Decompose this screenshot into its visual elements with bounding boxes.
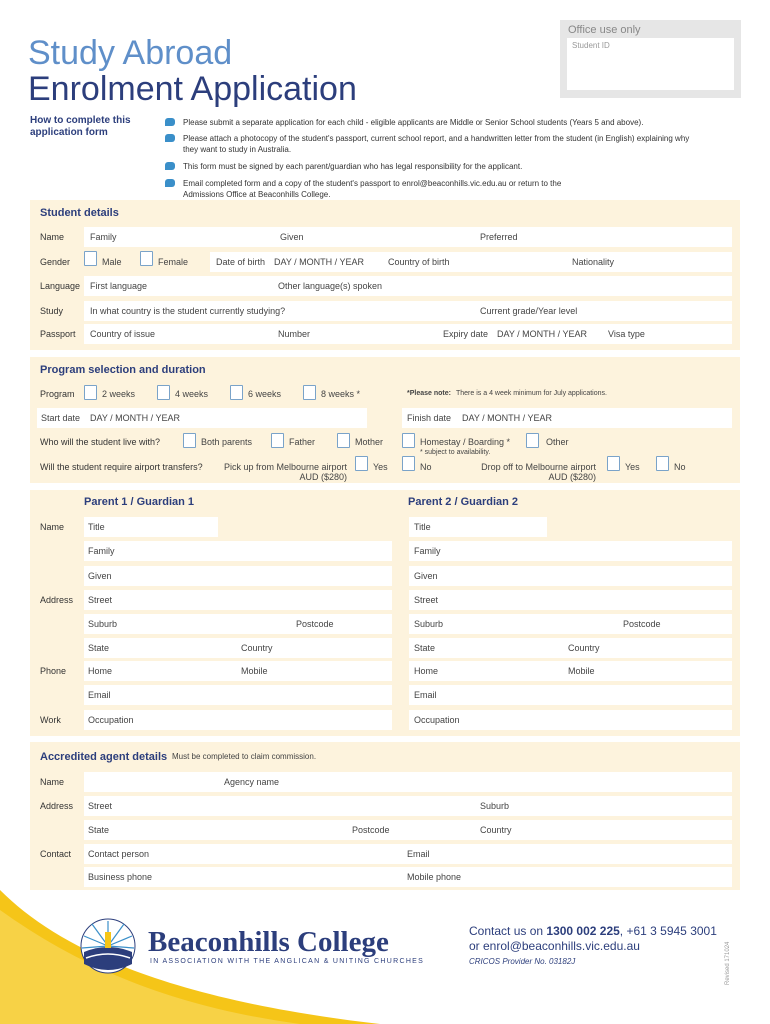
agent-name-label: Name — [40, 777, 65, 787]
p1-email-label: Email — [88, 690, 111, 700]
study-label: Study — [40, 306, 64, 316]
father-checkbox[interactable] — [271, 433, 284, 448]
contact-line — [469, 924, 717, 938]
contact-email[interactable]: or enrol@beaconhills.vic.edu.au — [469, 939, 640, 953]
family-field[interactable]: Family — [90, 232, 117, 242]
parent-phone-label: Phone — [40, 666, 67, 676]
bullet-icon — [165, 134, 175, 142]
business-phone-field[interactable]: Business phone — [88, 872, 153, 882]
start-date-field[interactable]: DAY / MONTH / YEAR — [90, 413, 181, 423]
agent-title: Accredited agent details — [40, 751, 168, 763]
2-weeks-checkbox[interactable] — [84, 385, 97, 400]
p1-title-label: Title — [88, 522, 105, 532]
bullet-icon — [165, 118, 175, 126]
dropoff-yes-label: Yes — [625, 462, 640, 472]
homestay-checkbox[interactable] — [402, 433, 415, 448]
student-id-label: Student ID — [572, 41, 610, 50]
pickup-no-label: No — [420, 462, 432, 472]
other-checkbox[interactable] — [526, 433, 539, 448]
p1-state-label: State — [88, 643, 110, 653]
p1-mobile-label: Mobile — [241, 666, 268, 676]
bullet-icon — [165, 179, 175, 187]
pickup-label: Pick up from Melbourne airport AUD ($280) — [223, 462, 347, 482]
agent-address-label: Address — [40, 801, 74, 811]
contact-person-field[interactable]: Contact person — [88, 849, 150, 859]
parent1-title: Parent 1 / Guardian 1 — [84, 496, 195, 508]
4-weeks-label: 4 weeks — [175, 389, 209, 399]
8-weeks-checkbox[interactable] — [303, 385, 316, 400]
p1-suburb-field[interactable] — [84, 614, 392, 634]
nationality-field[interactable]: Nationality — [572, 257, 615, 267]
howto-item-4: Email completed form and a copy of the student's passport to enrol@beaconhills.vic.edu.au or return to the Admissions Office at Beaconhills College. — [183, 179, 562, 199]
expiry-field[interactable]: DAY / MONTH / YEAR — [497, 329, 588, 339]
program-title: Program selection and duration — [40, 364, 206, 376]
other-language-field[interactable]: Other language(s) spoken — [278, 281, 383, 291]
country-of-birth-field[interactable]: Country of birth — [388, 257, 450, 267]
agent-country-field[interactable]: Country — [480, 825, 512, 835]
note-bold: *Please note: — [407, 390, 451, 397]
mobile-phone-field[interactable]: Mobile phone — [407, 872, 462, 882]
college-tagline: IN ASSOCIATION WITH THE ANGLICAN & UNITING CHURCHES — [150, 958, 425, 965]
parent2-title: Parent 2 / Guardian 2 — [408, 496, 519, 508]
both-parents-label: Both parents — [201, 437, 253, 447]
student-name-row[interactable] — [84, 227, 732, 247]
agent-state-row[interactable] — [84, 820, 732, 840]
parent-work-label: Work — [40, 715, 61, 725]
study-country-field[interactable]: In what country is the student currently studying? — [90, 306, 286, 316]
dropoff-no-checkbox[interactable] — [656, 456, 669, 471]
country-of-issue-field[interactable]: Country of issue — [90, 329, 156, 339]
pickup-no-checkbox[interactable] — [402, 456, 415, 471]
mother-label: Mother — [355, 437, 384, 447]
agent-suburb-field[interactable]: Suburb — [480, 801, 510, 811]
dropoff-yes-checkbox[interactable] — [607, 456, 620, 471]
pickup-yes-label: Yes — [373, 462, 388, 472]
p2-occupation-label: Occupation — [414, 715, 460, 725]
college-logo-icon — [80, 918, 136, 974]
college-name: Beaconhills College — [148, 926, 389, 958]
agent-name-row[interactable] — [84, 772, 732, 792]
8-weeks-label: 8 weeks * — [321, 389, 361, 399]
page-title-line1: Study Abroad — [28, 34, 233, 72]
male-label: Male — [102, 257, 122, 267]
howto-item-2: Please attach a photocopy of the student's passport, current school report, and a handwritten letter from the student (in English) explaining why they want to study in Australia. — [183, 134, 690, 154]
p1-postcode-label: Postcode — [296, 619, 334, 629]
p1-country-label: Country — [241, 643, 273, 653]
passport-number-field[interactable]: Number — [278, 329, 311, 339]
p1-home-label: Home — [88, 666, 113, 676]
p2-email-label: Email — [414, 690, 437, 700]
dob-label: Date of birth — [216, 257, 266, 267]
p2-postcode-label: Postcode — [623, 619, 661, 629]
dropoff-label: Drop off to Melbourne airport AUD ($280) — [481, 462, 596, 482]
visa-type-field[interactable]: Visa type — [608, 329, 645, 339]
female-label: Female — [158, 257, 189, 267]
start-date-row[interactable] — [37, 408, 367, 428]
finish-date-field[interactable]: DAY / MONTH / YEAR — [462, 413, 553, 423]
p2-given-label: Given — [414, 571, 438, 581]
2-weeks-label: 2 weeks — [102, 389, 136, 399]
p1-phone-field[interactable] — [84, 661, 392, 681]
father-label: Father — [289, 437, 316, 447]
p2-family-field[interactable] — [409, 541, 732, 561]
female-checkbox[interactable] — [140, 251, 153, 266]
agent-street-row[interactable] — [84, 796, 732, 816]
p1-given-label: Given — [88, 571, 112, 581]
p1-family-label: Family — [88, 546, 115, 556]
p1-street-field[interactable] — [84, 590, 392, 610]
subject-note: * subject to availability. — [420, 449, 491, 456]
grade-field[interactable]: Current grade/Year level — [480, 306, 578, 316]
name-label: Name — [40, 232, 65, 242]
male-checkbox[interactable] — [84, 251, 97, 266]
airport-label: Will the student require airport transfers? — [40, 462, 203, 472]
student-details-title: Student details — [40, 207, 119, 219]
parent-address-label: Address — [40, 595, 74, 605]
p2-title-label: Title — [414, 522, 431, 532]
other-label: Other — [546, 437, 569, 447]
p2-state-label: State — [414, 643, 436, 653]
agent-state-field[interactable]: State — [88, 825, 110, 835]
howto-item-3: This form must be signed by each parent/guardian who has legal responsibility for the applicant. — [183, 162, 523, 171]
given-field[interactable]: Given — [280, 232, 304, 242]
expiry-label: Expiry date — [443, 329, 489, 339]
p2-email-field[interactable] — [409, 685, 732, 705]
p2-country-label: Country — [568, 643, 600, 653]
gender-label: Gender — [40, 257, 71, 267]
6-weeks-label: 6 weeks — [248, 389, 282, 399]
p1-state-field[interactable] — [84, 638, 392, 658]
contact-pre: Contact us on — [469, 924, 544, 938]
dob-field[interactable]: DAY / MONTH / YEAR — [274, 257, 365, 267]
pickup-yes-checkbox[interactable] — [355, 456, 368, 471]
office-use-title: Office use only — [568, 24, 641, 36]
bullet-icon — [165, 162, 175, 170]
p1-street-label: Street — [88, 595, 113, 605]
page-title-line2: Enrolment Application — [28, 70, 357, 108]
revised-label: Revised 171024 — [725, 941, 731, 985]
dropoff-no-label: No — [674, 462, 686, 472]
live-with-label: Who will the student live with? — [40, 437, 161, 447]
agent-contact-label: Contact — [40, 849, 72, 859]
6-weeks-checkbox[interactable] — [230, 385, 243, 400]
p2-street-label: Street — [414, 595, 439, 605]
agent-postcode-field[interactable]: Postcode — [352, 825, 390, 835]
parent-name-label: Name — [40, 522, 65, 532]
p2-mobile-label: Mobile — [568, 666, 595, 676]
agent-note: Must be completed to claim commission. — [172, 752, 317, 761]
p2-suburb-label: Suburb — [414, 619, 444, 629]
4-weeks-checkbox[interactable] — [157, 385, 170, 400]
contact-phone2[interactable]: , +61 3 5945 3001 — [619, 924, 717, 938]
agent-email-field[interactable]: Email — [407, 849, 430, 859]
contact-phone[interactable]: 1300 002 225 — [546, 924, 620, 938]
first-language-field[interactable]: First language — [90, 281, 148, 291]
mother-checkbox[interactable] — [337, 433, 350, 448]
p1-given-field[interactable] — [84, 566, 392, 586]
p1-family-field[interactable] — [84, 541, 392, 561]
finish-date-row[interactable] — [402, 408, 732, 428]
language-row[interactable] — [84, 276, 732, 296]
p2-street-field[interactable] — [409, 590, 732, 610]
preferred-field[interactable]: Preferred — [480, 232, 518, 242]
agency-name-field[interactable]: Agency name — [224, 777, 280, 787]
p2-home-label: Home — [414, 666, 439, 676]
note-text: There is a 4 week minimum for July applications. — [456, 390, 607, 397]
p1-suburb-label: Suburb — [88, 619, 118, 629]
p1-email-field[interactable] — [84, 685, 392, 705]
howto-item-1: Please submit a separate application for each child - eligible applicants are Middle or Senior School students (Years 5 and above). — [183, 118, 644, 127]
howto-heading: How to complete this application form — [30, 115, 131, 138]
cricos: CRICOS Provider No. 03182J — [469, 957, 576, 966]
start-date-label: Start date — [41, 413, 81, 423]
p2-suburb-field[interactable] — [409, 614, 732, 634]
agent-street-field[interactable]: Street — [88, 801, 113, 811]
homestay-label: Homestay / Boarding * — [420, 437, 511, 447]
finish-date-label: Finish date — [407, 413, 452, 423]
p1-occupation-label: Occupation — [88, 715, 134, 725]
p2-family-label: Family — [414, 546, 441, 556]
program-label: Program — [40, 389, 75, 399]
p2-given-field[interactable] — [409, 566, 732, 586]
passport-label: Passport — [40, 329, 76, 339]
language-label: Language — [40, 281, 81, 291]
both-parents-checkbox[interactable] — [183, 433, 196, 448]
